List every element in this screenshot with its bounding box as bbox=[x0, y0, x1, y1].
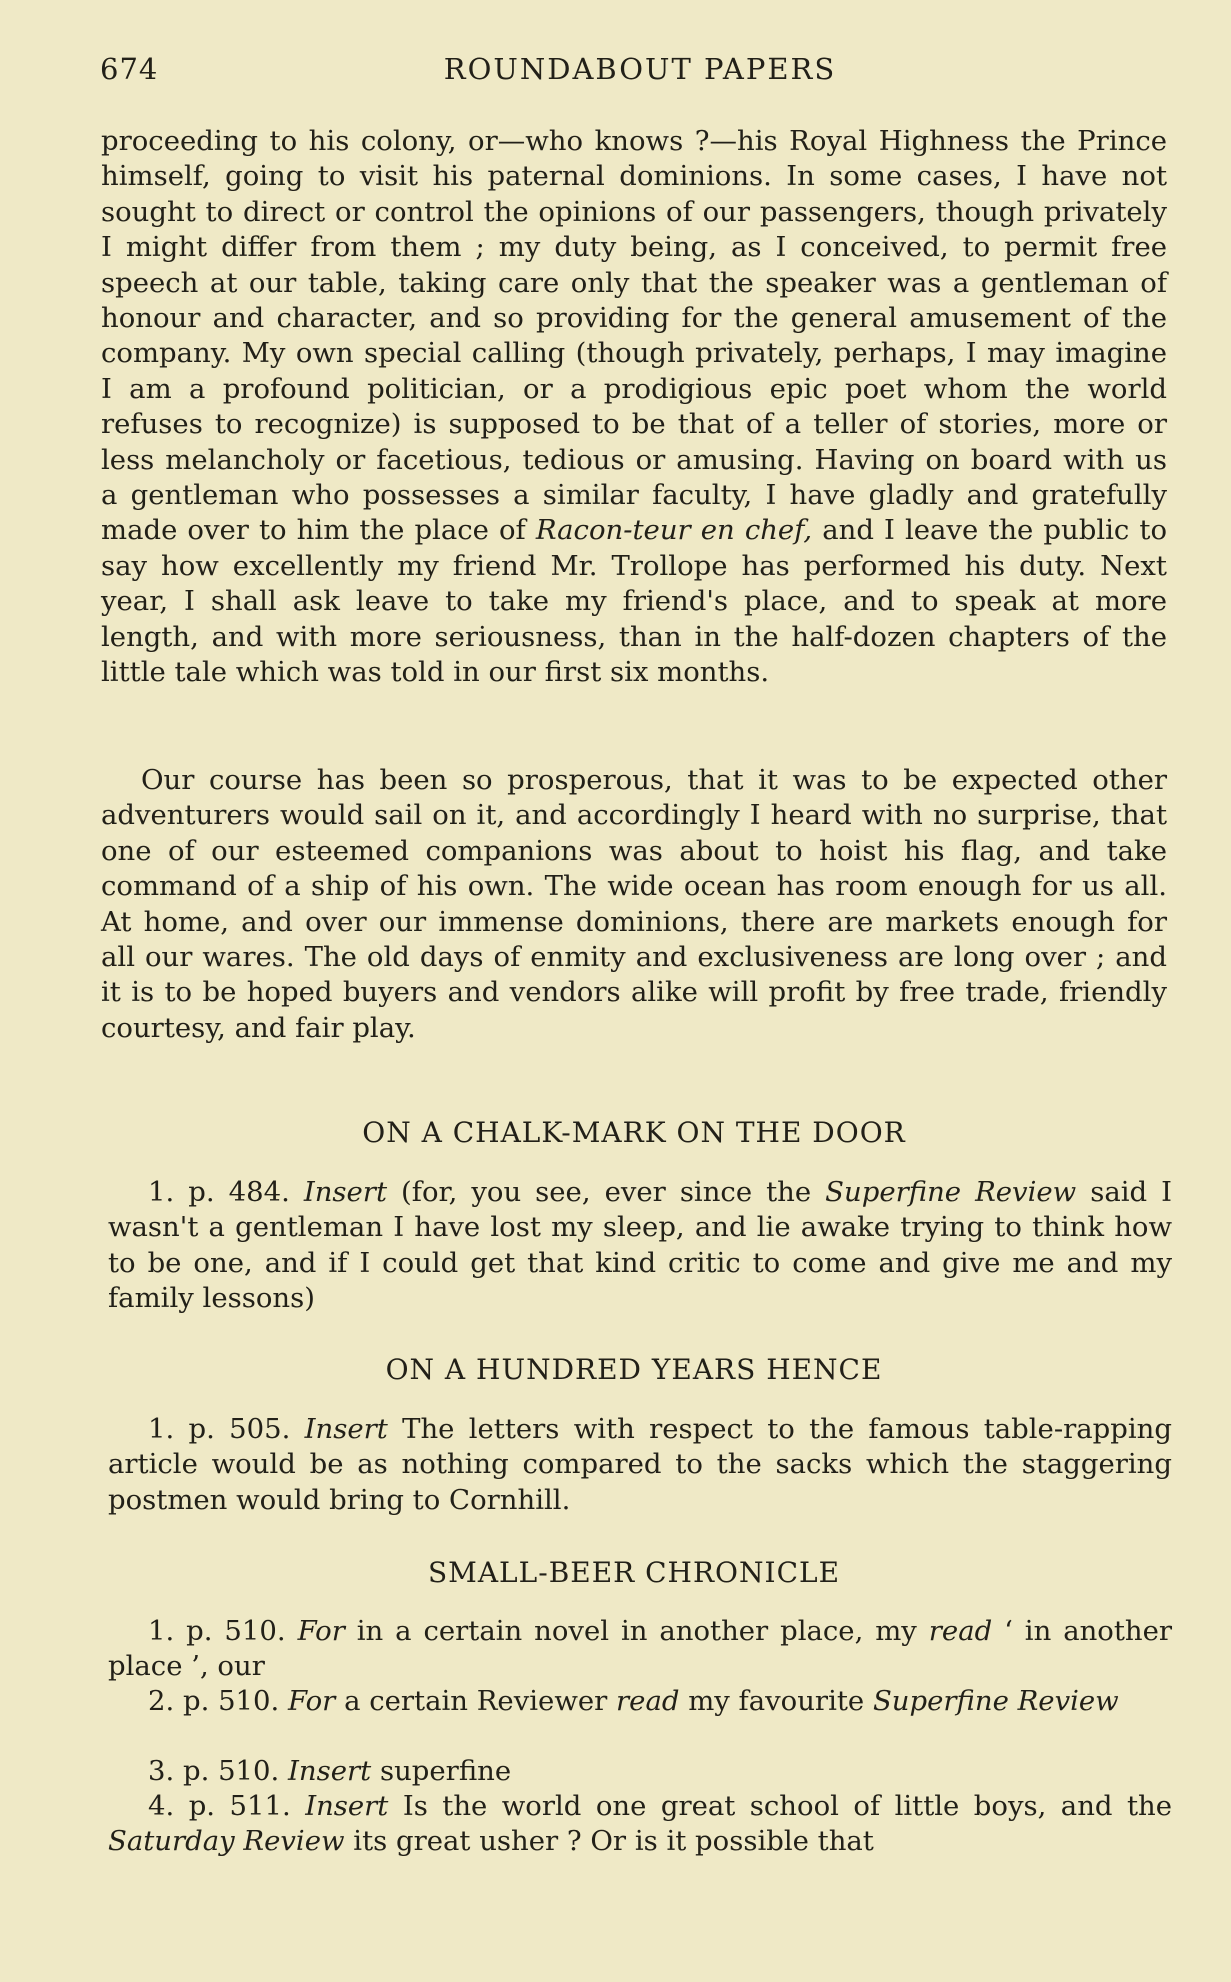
entry-italic: Superfine Review bbox=[872, 1685, 1119, 1717]
entry-italic: Saturday Review bbox=[108, 1825, 345, 1858]
entry-instruction: Insert bbox=[288, 1755, 372, 1787]
entry-italic: read bbox=[928, 1615, 993, 1647]
correction-entry bbox=[108, 1684, 1172, 1719]
entry-text: Is the world one great school of little boys, and the bbox=[402, 1790, 1173, 1822]
paragraph bbox=[101, 124, 1167, 691]
entry-text: its great usher ? Or is it possible that bbox=[353, 1825, 874, 1858]
entry-instruction: Insert bbox=[304, 1413, 388, 1445]
entry-text: superfine bbox=[379, 1755, 512, 1787]
entry-instruction: Insert bbox=[303, 1176, 388, 1208]
entry-text: my favourite bbox=[688, 1685, 865, 1717]
entry-text: said I wasn't a gentleman I have lost my sleep, and lie awake trying to think how to be one, and if I could get that kind critic to come and give me and my family lessons) bbox=[108, 1176, 1172, 1315]
entry-instruction: For bbox=[297, 1615, 345, 1647]
entry-ref: 3. p. 510. bbox=[148, 1755, 280, 1787]
entry-text: in a certain novel in another place, my bbox=[356, 1615, 917, 1647]
entry-ref: 1. p. 484. bbox=[148, 1176, 290, 1208]
page-header bbox=[100, 52, 1180, 92]
entry-ref: 1. p. 510. bbox=[148, 1615, 286, 1647]
running-title: ROUNDABOUT PAPERS bbox=[443, 52, 837, 86]
correction-entry bbox=[108, 1789, 1172, 1860]
italic-phrase: Racon-teur en chef, bbox=[535, 514, 813, 547]
entry-text: ‘ in another place ’, our bbox=[108, 1615, 1173, 1683]
page-number: 674 bbox=[100, 52, 159, 86]
section-title: ON A CHALK-MARK ON THE DOOR bbox=[362, 1116, 906, 1149]
entry-text: The letters with respect to the famous table-rapping article would be as nothing compared to the sacks which the staggering postmen would bring to Cornhill. bbox=[108, 1413, 1172, 1516]
entry-italic: read bbox=[616, 1685, 680, 1717]
entry-ref: 1. p. 505. bbox=[148, 1413, 291, 1445]
correction-entry bbox=[108, 1614, 1172, 1685]
continued-paragraph bbox=[101, 124, 1167, 691]
paragraph: Our course has been so prosperous, that it was to be expected other adventurers would sail on it, and accordingly I heard with no surprise, that one of our esteemed companions was about to hoist his flag, and take command of a ship of his own. The wide ocean has room enough for us all. At home, and over our immense dominions, there are markets enough for all our wares. The old days of enmity and exclusiveness are long over ; and it is to be hoped buyers and vendors alike will profit by free trade, friendly courtesy, and fair play. bbox=[101, 764, 1167, 1044]
entry-ref: 4. p. 511. bbox=[148, 1790, 291, 1822]
entry-instruction: For bbox=[288, 1685, 336, 1717]
correction-entry bbox=[108, 1175, 1172, 1317]
paragraph-block bbox=[101, 763, 1167, 1046]
correction-entry bbox=[108, 1412, 1172, 1518]
entry-text: a certain Reviewer bbox=[344, 1685, 608, 1717]
entry-instruction: Insert bbox=[305, 1790, 389, 1822]
section-title: ON A HUNDRED YEARS HENCE bbox=[385, 1353, 883, 1386]
entry-text: (for, you see, ever since the bbox=[401, 1176, 812, 1208]
section-title: SMALL-BEER CHRONICLE bbox=[427, 1556, 841, 1589]
entry-italic: Superfine Review bbox=[825, 1176, 1077, 1208]
paragraph-text: proceeding to his colony, or—who knows ?—his Royal Highness the Prince himself, going to visit his paternal dominions. In some cases, I have not sought to direct or control the opinions of our passengers, though privately I might differ from them ; my duty being, as I conceived, to permit free speech at our table, taking care only that the speaker was a gentleman of honour and character, and so providing for the general amusement of the company. My own special calling (though privately, perhaps, I may imagine I am a profound politician, or a prodigious epic poet whom the world refuses to recognize) is supposed to be that of a teller of stories, more or less melancholy or facetious, tedious or amusing. Having on board with us a gentleman who possesses a similar faculty, I have gladly and gratefully made over to him the place of bbox=[101, 125, 1167, 547]
entry-ref: 2. p. 510. bbox=[148, 1685, 280, 1717]
correction-entry bbox=[108, 1754, 1172, 1789]
paragraph-text: and I leave the public to say how excellently my friend Mr. Trollope has performed his duty. Next year, I shall ask leave to take my friend's place, and to speak at more length, and with more seriousness, than in the half-dozen chapters of the little tale which was told in our first six months. bbox=[101, 514, 1167, 689]
